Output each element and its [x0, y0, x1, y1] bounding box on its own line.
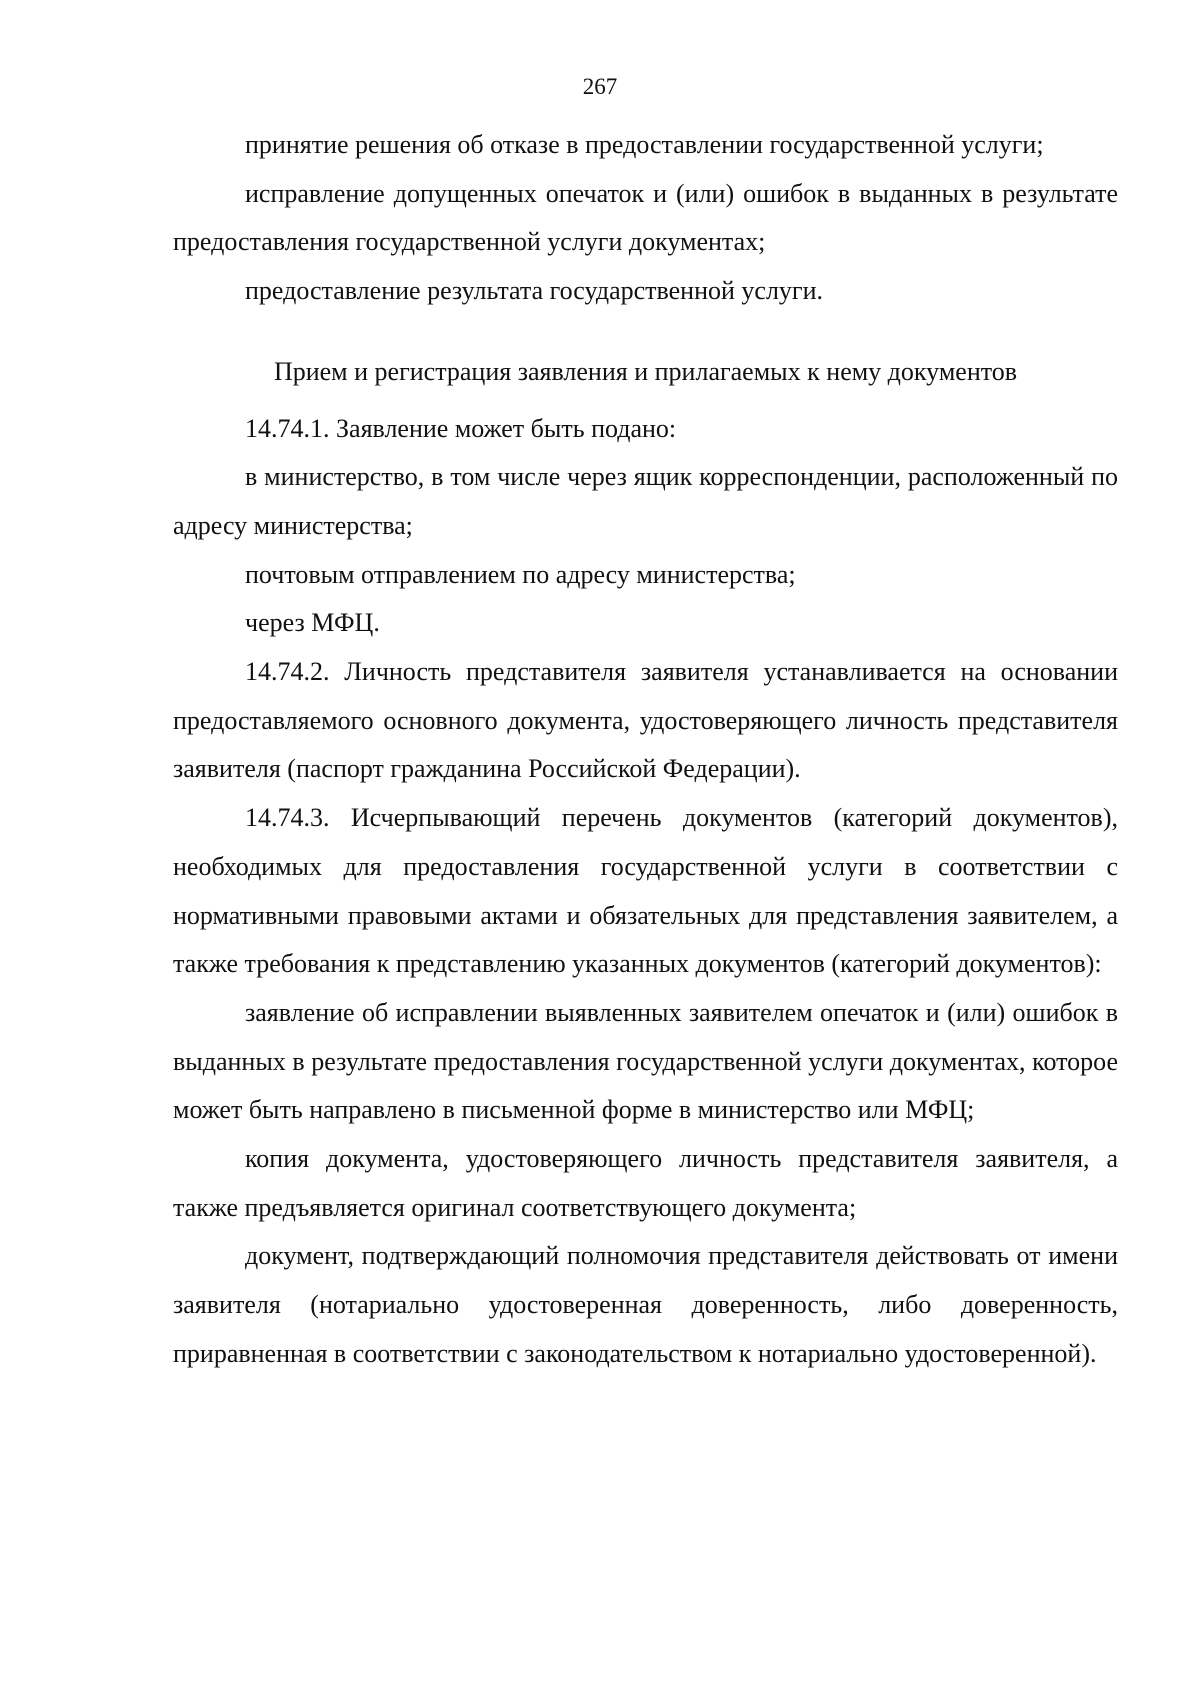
paragraph-identity-copy: копия документа, удостоверяющего личность представителя заявителя, а также предъявляется оригинал соответствующего документа;	[173, 1144, 1118, 1222]
paragraph-14-74-1: 14.74.1. Заявление может быть подано:	[245, 413, 677, 443]
paragraph-error-correction: исправление допущенных опечаток и (или) ошибок в выданных в результате предоставления государственной услуги документах;	[173, 178, 1118, 257]
paragraph-14-74-3: 14.74.3. Исчерпывающий перечень документов (категорий документов), необходимых для предоставления государственной услуги в соответствии с нормативными правовыми актами и обязательных для представления заявителем, а также требования к представлению указанных документов (категорий документов):	[173, 803, 1118, 979]
paragraph-refusal-decision: принятие решения об отказе в предоставлении государственной услуги;	[245, 130, 1044, 159]
paragraph-ministry-submission: в министерство, в том числе через ящик корреспонденции, расположенный по адресу министерства;	[173, 462, 1118, 540]
paragraph-14-74-2: 14.74.2. Личность представителя заявителя устанавливается на основании предоставляемого основного документа, удостоверяющего личность представителя заявителя (паспорт гражданина Российской Федерации).	[173, 657, 1118, 784]
section-heading: Прием и регистрация заявления и прилагаемых к нему документов	[273, 356, 1018, 386]
paragraph-postal-submission: почтовым отправлением по адресу министерства;	[245, 559, 796, 589]
paragraph-mfc-submission: через МФЦ.	[245, 608, 380, 638]
paragraph-authority-document: документ, подтверждающий полномочия представителя действовать от имени заявителя (нотариально удостоверенная доверенность, либо доверенность, приравненная в соответствии с законодательством к нотариально удостоверенной).	[173, 1241, 1118, 1368]
document-body	[173, 121, 1118, 1379]
paragraph-result-provision: предоставление результата государственной услуги.	[245, 276, 824, 306]
page-number: 267	[582, 74, 618, 99]
paragraph-correction-application: заявление об исправлении выявленных заявителем опечаток и (или) ошибок в выданных в результате предоставления государственной услуги документах, которое может быть направлено в письменной форме в министерство или МФЦ;	[173, 997, 1118, 1125]
